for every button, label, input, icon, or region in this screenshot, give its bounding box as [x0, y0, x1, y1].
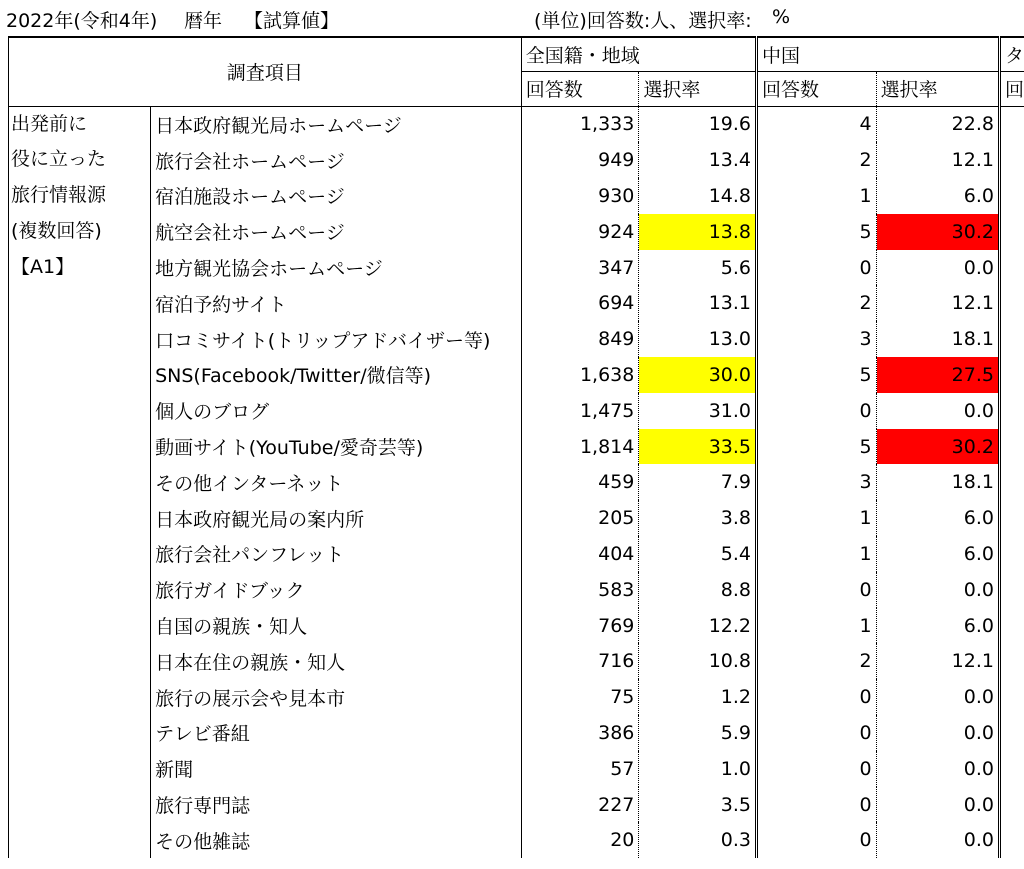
cn-rate: 0.0 [876, 822, 999, 858]
next-count [999, 106, 1024, 142]
all-count: 20 [521, 822, 639, 858]
table-row [9, 500, 1024, 536]
item-label: 個人のブログ [151, 393, 522, 429]
category-line: 出発前に [11, 112, 88, 135]
cn-rate: 12.1 [876, 643, 999, 679]
next-count [999, 357, 1024, 393]
cn-count: 0 [757, 572, 877, 608]
all-rate: 1.0 [639, 751, 757, 787]
table-row [9, 142, 1024, 178]
cn-count: 0 [757, 393, 877, 429]
table-row [9, 106, 1024, 142]
table-row [9, 464, 1024, 500]
cn-count: 4 [757, 106, 877, 142]
next-count [999, 822, 1024, 858]
cn-count: 3 [757, 464, 877, 500]
all-rate: 13.1 [639, 285, 757, 321]
next-count [999, 608, 1024, 644]
next-count [999, 285, 1024, 321]
all-rate: 30.0 [639, 357, 757, 393]
all-count: 227 [521, 787, 639, 823]
table-row [9, 643, 1024, 679]
next-count [999, 464, 1024, 500]
cn-count: 2 [757, 142, 877, 178]
rate-header: 選択率 [639, 71, 757, 106]
status-label: 【試算値】 [244, 10, 340, 32]
item-label: 宿泊予約サイト [151, 285, 522, 321]
table-row [9, 285, 1024, 321]
next-count [999, 679, 1024, 715]
all-count: 459 [521, 464, 639, 500]
cn-count: 0 [757, 250, 877, 286]
item-label: 口コミサイト(トリップアドバイザー等) [151, 321, 522, 357]
next-count [999, 250, 1024, 286]
next-count [999, 429, 1024, 465]
category-line: 【A1】 [11, 255, 75, 278]
all-count: 1,333 [521, 106, 639, 142]
table-row [9, 572, 1024, 608]
cn-rate: 30.2 [876, 214, 999, 250]
item-label: 日本政府観光局ホームページ [151, 106, 522, 142]
cn-count: 0 [757, 787, 877, 823]
table-row [9, 536, 1024, 572]
cn-rate: 27.5 [876, 357, 999, 393]
cn-rate: 6.0 [876, 536, 999, 572]
item-label: 動画サイト(YouTube/愛奇芸等) [151, 429, 522, 465]
unit-note: (単位)回答数:人、選択率: [534, 10, 752, 32]
all-rate: 13.0 [639, 321, 757, 357]
count-header: 回答数 [521, 71, 639, 106]
table-row [9, 250, 1024, 286]
group-header-all: 全国籍・地域 [521, 37, 756, 71]
all-rate: 0.3 [639, 822, 757, 858]
all-rate: 5.4 [639, 536, 757, 572]
all-count: 949 [521, 142, 639, 178]
count-header-partial: 回 [999, 71, 1024, 106]
all-count: 849 [521, 321, 639, 357]
table-row [9, 751, 1024, 787]
item-label: 地方観光協会ホームページ [151, 250, 522, 286]
table-row [9, 393, 1024, 429]
cn-count: 0 [757, 751, 877, 787]
cn-rate: 0.0 [876, 572, 999, 608]
item-label: テレビ番組 [151, 715, 522, 751]
next-count [999, 178, 1024, 214]
percent-sign: % [772, 6, 791, 28]
calendar-label: 暦年 [184, 10, 223, 32]
all-count: 716 [521, 643, 639, 679]
cn-rate: 12.1 [876, 142, 999, 178]
table-row [9, 679, 1024, 715]
period-label: 2022年(令和4年) [6, 10, 158, 32]
next-count [999, 214, 1024, 250]
cn-count: 2 [757, 285, 877, 321]
cn-rate: 0.0 [876, 250, 999, 286]
item-label: 新聞 [151, 751, 522, 787]
item-label: 航空会社ホームページ [151, 214, 522, 250]
item-label: 自国の親族・知人 [151, 608, 522, 644]
table-row [9, 787, 1024, 823]
group-header-row [9, 37, 1024, 71]
cn-count: 0 [757, 822, 877, 858]
all-count: 347 [521, 250, 639, 286]
cn-rate: 18.1 [876, 464, 999, 500]
item-label: 旅行会社ホームページ [151, 142, 522, 178]
all-count: 1,638 [521, 357, 639, 393]
rate-header: 選択率 [876, 71, 999, 106]
item-label: その他雑誌 [151, 822, 522, 858]
all-rate: 13.8 [639, 214, 757, 250]
all-count: 930 [521, 178, 639, 214]
cn-count: 1 [757, 536, 877, 572]
survey-table [8, 36, 1024, 858]
next-count [999, 643, 1024, 679]
category-line: 旅行情報源 [11, 184, 107, 207]
table-row [9, 429, 1024, 465]
next-count [999, 536, 1024, 572]
item-label: 旅行会社パンフレット [151, 536, 522, 572]
all-count: 924 [521, 214, 639, 250]
all-rate: 14.8 [639, 178, 757, 214]
all-rate: 3.5 [639, 787, 757, 823]
all-count: 404 [521, 536, 639, 572]
cn-count: 5 [757, 357, 877, 393]
cn-rate: 18.1 [876, 321, 999, 357]
all-rate: 19.6 [639, 106, 757, 142]
category-label [9, 106, 151, 858]
cn-rate: 22.8 [876, 106, 999, 142]
cn-count: 5 [757, 214, 877, 250]
all-rate: 7.9 [639, 464, 757, 500]
cn-rate: 0.0 [876, 679, 999, 715]
all-count: 769 [521, 608, 639, 644]
cn-rate: 12.1 [876, 285, 999, 321]
cn-rate: 30.2 [876, 429, 999, 465]
all-rate: 5.6 [639, 250, 757, 286]
item-label: SNS(Facebook/Twitter/微信等) [151, 357, 522, 393]
cn-count: 1 [757, 178, 877, 214]
next-count [999, 500, 1024, 536]
category-line: 役に立った [11, 148, 107, 171]
next-count [999, 393, 1024, 429]
item-header: 調査項目 [9, 37, 522, 106]
cn-rate: 0.0 [876, 751, 999, 787]
table-row [9, 321, 1024, 357]
all-rate: 33.5 [639, 429, 757, 465]
table-row [9, 715, 1024, 751]
all-rate: 10.8 [639, 643, 757, 679]
sheet-header [0, 0, 1024, 36]
next-count [999, 715, 1024, 751]
all-count: 57 [521, 751, 639, 787]
table-row [9, 214, 1024, 250]
cn-rate: 6.0 [876, 608, 999, 644]
category-line: (複数回答) [11, 219, 102, 242]
cn-count: 2 [757, 643, 877, 679]
next-count [999, 142, 1024, 178]
table-row [9, 608, 1024, 644]
all-rate: 3.8 [639, 500, 757, 536]
all-count: 1,475 [521, 393, 639, 429]
all-rate: 1.2 [639, 679, 757, 715]
item-label: 日本在住の親族・知人 [151, 643, 522, 679]
item-label: 宿泊施設ホームページ [151, 178, 522, 214]
cn-rate: 6.0 [876, 178, 999, 214]
cn-count: 1 [757, 500, 877, 536]
cn-count: 3 [757, 321, 877, 357]
table-row [9, 178, 1024, 214]
next-count [999, 787, 1024, 823]
next-count [999, 572, 1024, 608]
count-header: 回答数 [757, 71, 877, 106]
cn-count: 5 [757, 429, 877, 465]
all-rate: 13.4 [639, 142, 757, 178]
all-count: 1,814 [521, 429, 639, 465]
all-rate: 12.2 [639, 608, 757, 644]
cn-rate: 0.0 [876, 787, 999, 823]
all-count: 75 [521, 679, 639, 715]
cn-rate: 0.0 [876, 393, 999, 429]
next-count [999, 321, 1024, 357]
item-label: その他インターネット [151, 464, 522, 500]
all-rate: 5.9 [639, 715, 757, 751]
all-rate: 31.0 [639, 393, 757, 429]
item-label: 旅行専門誌 [151, 787, 522, 823]
cn-count: 1 [757, 608, 877, 644]
cn-rate: 6.0 [876, 500, 999, 536]
item-label: 旅行の展示会や見本市 [151, 679, 522, 715]
group-header-china: 中国 [757, 37, 1000, 71]
all-count: 583 [521, 572, 639, 608]
group-header-next: タ [999, 37, 1024, 71]
table-row [9, 822, 1024, 858]
item-label: 旅行ガイドブック [151, 572, 522, 608]
all-count: 386 [521, 715, 639, 751]
all-rate: 8.8 [639, 572, 757, 608]
all-count: 205 [521, 500, 639, 536]
table-row [9, 357, 1024, 393]
cn-rate: 0.0 [876, 715, 999, 751]
cn-count: 0 [757, 679, 877, 715]
all-count: 694 [521, 285, 639, 321]
next-count [999, 751, 1024, 787]
item-label: 日本政府観光局の案内所 [151, 500, 522, 536]
cn-count: 0 [757, 715, 877, 751]
